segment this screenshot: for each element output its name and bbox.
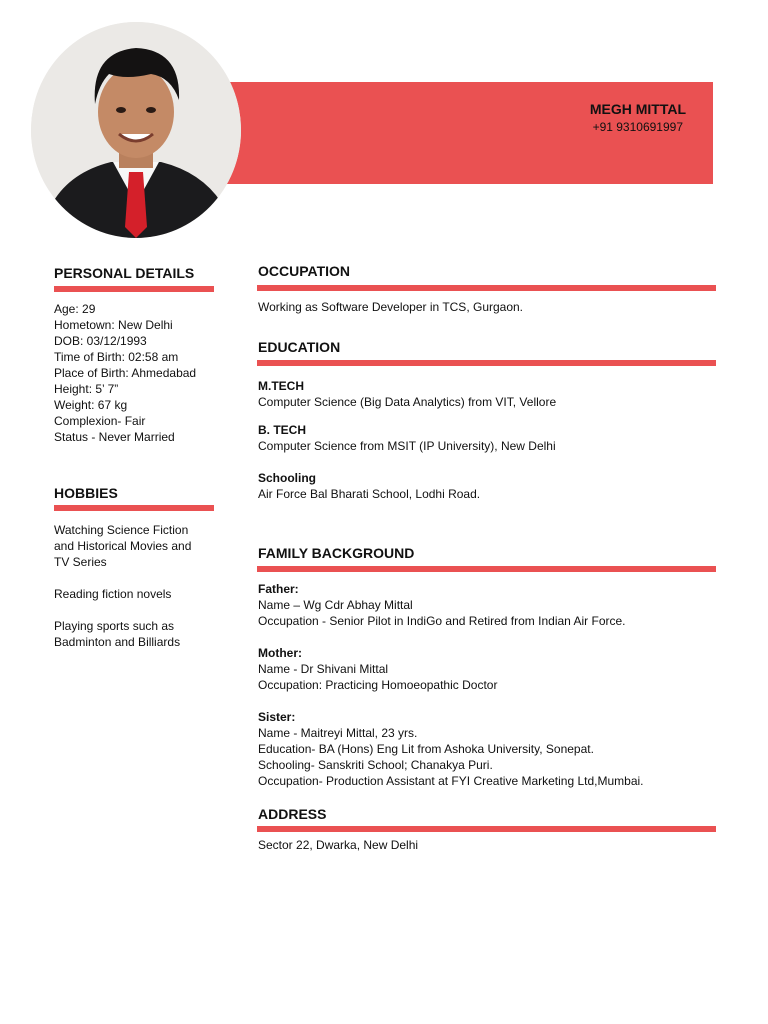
father-label: Father:	[258, 582, 299, 596]
hobby-item: Playing sports such as Badminton and Billiards	[54, 619, 181, 649]
candidate-name: MEGH MITTAL	[589, 101, 686, 117]
sister-occupation: Occupation- Production Assistant at FYI Creative Marketing Ltd,Mumbai.	[258, 774, 644, 788]
personal-complexion: Complexion- Fair	[54, 414, 146, 428]
education-degree: Schooling	[258, 471, 316, 485]
personal-dob: DOB: 03/12/1993	[54, 334, 147, 348]
hobby-item: Reading fiction novels	[54, 587, 172, 601]
address-divider	[257, 826, 716, 832]
education-list	[258, 378, 713, 502]
education-degree: M.TECH	[258, 379, 304, 393]
sister-education: Education- BA (Hons) Eng Lit from Ashoka University, Sonepat.	[258, 742, 594, 756]
hobbies-title: HOBBIES	[54, 485, 118, 501]
personal-details-title: PERSONAL DETAILS	[54, 265, 195, 281]
profile-photo-illustration	[31, 22, 241, 238]
personal-details-list	[54, 301, 224, 445]
hobby-item: Watching Science Fiction and Historical Movies and TV Series	[54, 523, 192, 569]
personal-height: Height: 5’ 7”	[54, 382, 119, 396]
sister-schooling: Schooling- Sanskriti School; Chanakya Puri.	[258, 758, 493, 772]
family-title: FAMILY BACKGROUND	[258, 545, 415, 561]
personal-time-of-birth: Time of Birth: 02:58 am	[54, 350, 179, 364]
occupation-text: Working as Software Developer in TCS, Gurgaon.	[258, 300, 524, 314]
sister-name: Name - Maitreyi Mittal, 23 yrs.	[258, 726, 418, 740]
education-detail: Computer Science from MSIT (IP University), New Delhi	[258, 439, 556, 453]
mother-name: Name - Dr Shivani Mittal	[258, 662, 389, 676]
mother-occupation: Occupation: Practicing Homoeopathic Doctor	[258, 678, 498, 692]
personal-weight: Weight: 67 kg	[54, 398, 128, 412]
education-divider	[257, 360, 716, 366]
personal-details-divider	[54, 286, 214, 292]
education-degree: B. TECH	[258, 423, 306, 437]
profile-photo	[31, 22, 241, 238]
personal-age: Age: 29	[54, 302, 96, 316]
occupation-divider	[257, 285, 716, 291]
education-title: EDUCATION	[258, 339, 341, 355]
education-detail: Computer Science (Big Data Analytics) from VIT, Vellore	[258, 395, 557, 409]
hobbies-list	[54, 522, 204, 650]
father-name: Name – Wg Cdr Abhay Mittal	[258, 598, 413, 612]
address-title: ADDRESS	[258, 806, 327, 822]
father-occupation: Occupation - Senior Pilot in IndiGo and Retired from Indian Air Force.	[258, 614, 626, 628]
sister-label: Sister:	[258, 710, 296, 724]
personal-status: Status - Never Married	[54, 430, 175, 444]
occupation-title: OCCUPATION	[258, 263, 351, 279]
education-detail: Air Force Bal Bharati School, Lodhi Road.	[258, 487, 481, 501]
candidate-phone: +91 9310691997	[592, 120, 683, 134]
hobbies-divider	[54, 505, 214, 511]
personal-hometown: Hometown: New Delhi	[54, 318, 173, 332]
family-divider	[257, 566, 716, 572]
address-text: Sector 22, Dwarka, New Delhi	[258, 838, 419, 852]
personal-place-of-birth: Place of Birth: Ahmedabad	[54, 366, 197, 380]
family-details	[258, 581, 713, 789]
mother-label: Mother:	[258, 646, 302, 660]
